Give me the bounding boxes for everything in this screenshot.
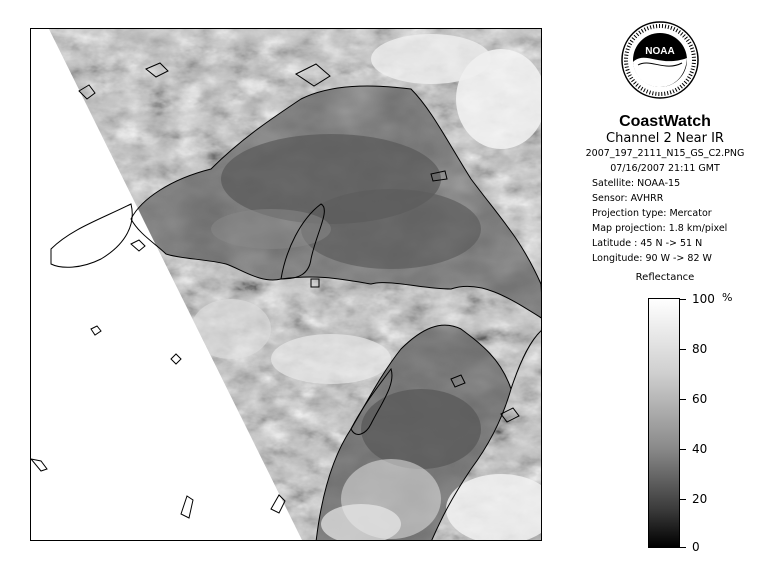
satellite-map[interactable] bbox=[30, 28, 542, 541]
tick-label-0: 0 bbox=[692, 540, 700, 554]
longitude-text: Longitude: 90 W -> 82 W bbox=[592, 253, 712, 264]
latitude-text: Latitude : 45 N -> 51 N bbox=[592, 238, 703, 249]
info-panel bbox=[560, 20, 770, 570]
tick-mark bbox=[680, 299, 686, 300]
tick-mark bbox=[680, 349, 686, 350]
tick-mark bbox=[680, 547, 686, 548]
legend-title: Reflectance bbox=[635, 272, 695, 283]
tick-label-80: 80 bbox=[692, 342, 708, 356]
sensor-text: Sensor: AVHRR bbox=[592, 193, 664, 204]
filename-text: 2007_197_2111_N15_GS_C2.PNG bbox=[585, 148, 745, 159]
map-canvas bbox=[31, 29, 542, 541]
tick-label-100: 100 bbox=[692, 292, 715, 306]
datetime-text: 07/16/2007 21:11 GMT bbox=[610, 163, 720, 174]
tick-label-60: 60 bbox=[692, 392, 708, 406]
noaa-logo-icon bbox=[620, 20, 700, 100]
projection-type-text: Projection type: Mercator bbox=[592, 208, 712, 219]
legend-unit: % bbox=[722, 291, 733, 304]
reflectance-colorbar bbox=[648, 298, 680, 548]
tick-mark bbox=[680, 499, 686, 500]
tick-mark bbox=[680, 449, 686, 450]
product-title: CoastWatch bbox=[619, 113, 711, 130]
tick-mark bbox=[680, 399, 686, 400]
tick-label-40: 40 bbox=[692, 442, 708, 456]
satellite-text: Satellite: NOAA-15 bbox=[592, 178, 681, 189]
map-projection-text: Map projection: 1.8 km/pixel bbox=[592, 223, 728, 234]
tick-label-20: 20 bbox=[692, 492, 708, 506]
noaa-logo-text: NOAA bbox=[645, 46, 675, 57]
channel-subtitle: Channel 2 Near IR bbox=[606, 131, 724, 146]
